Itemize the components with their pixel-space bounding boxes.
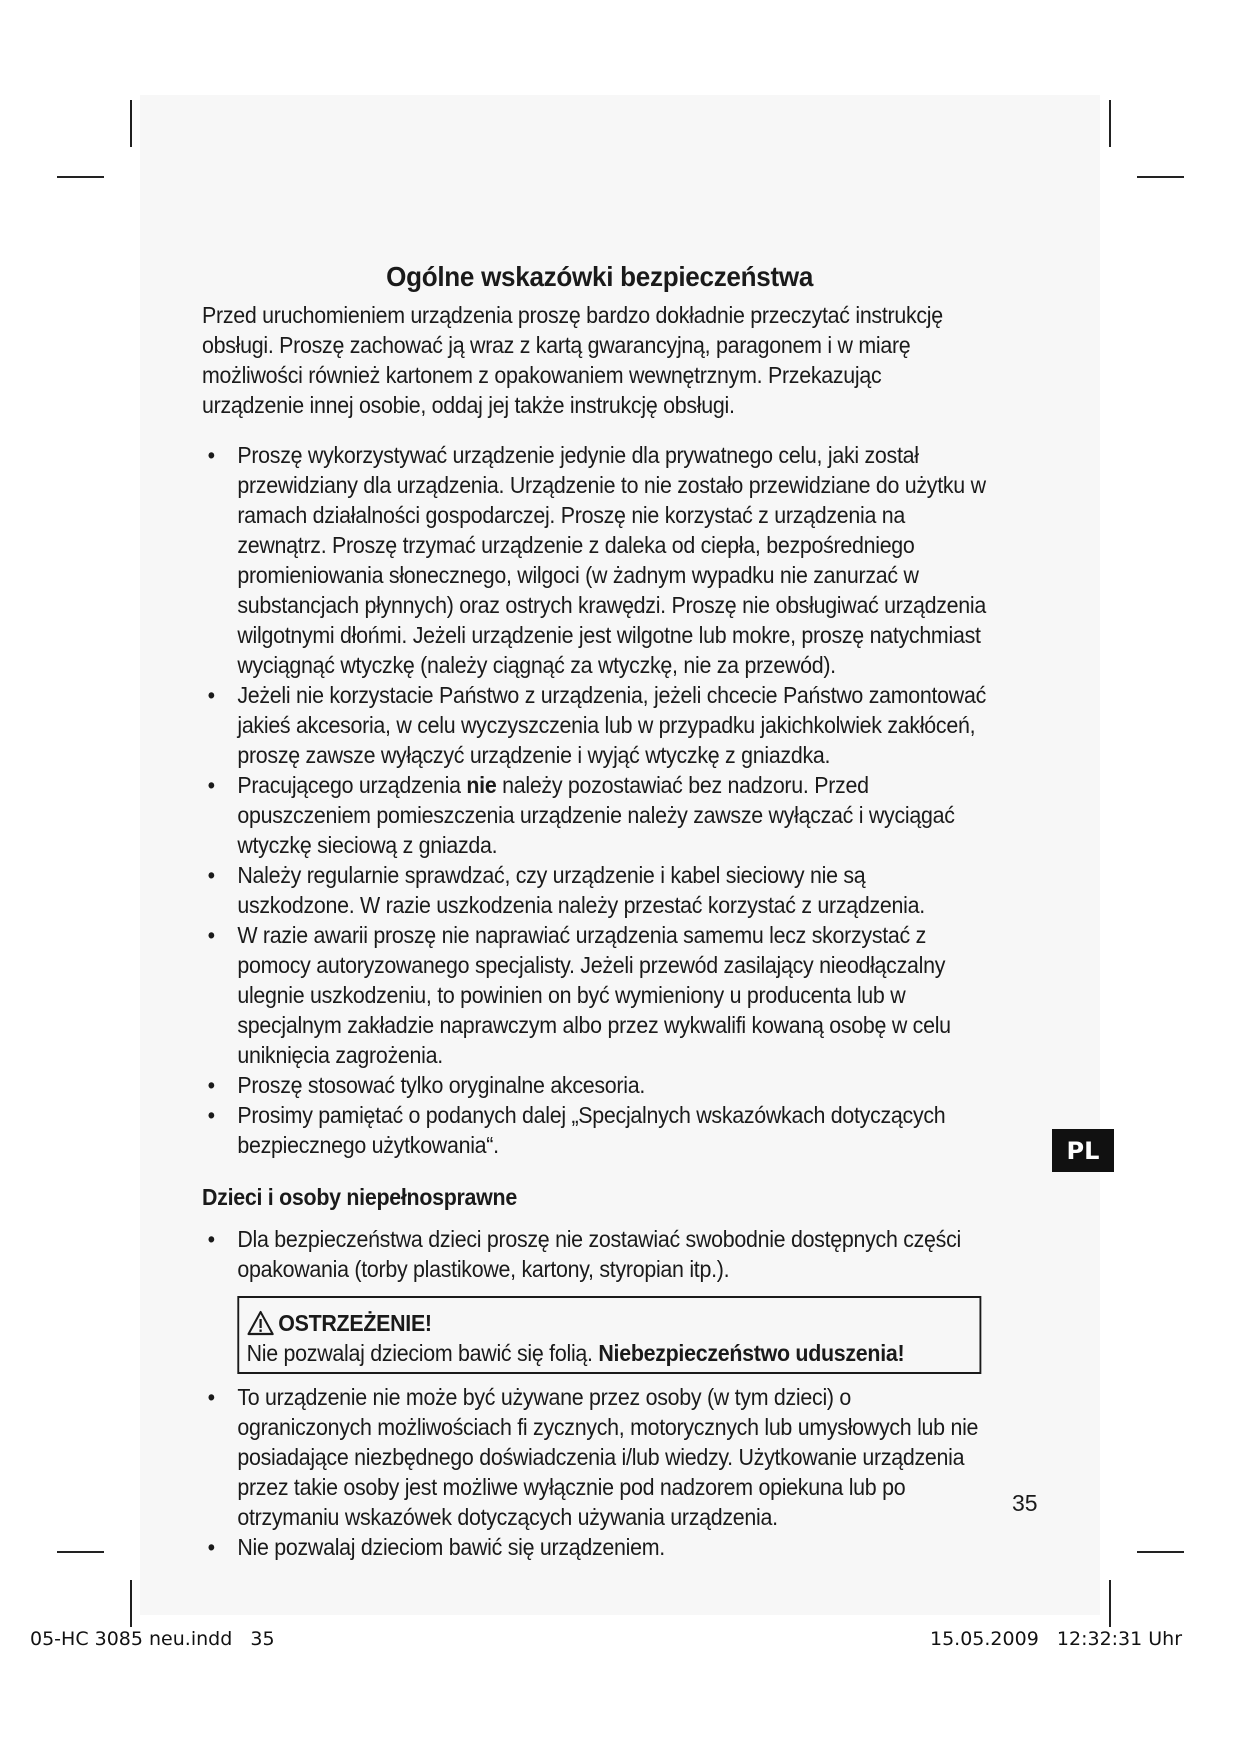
children-safety-list <box>202 1224 988 1284</box>
list-item <box>202 1100 988 1160</box>
bullet-icon: • <box>207 1384 215 1410</box>
warning-text-plain: Nie pozwalaj dzieciom bawić się folią. <box>246 1340 599 1366</box>
crop-mark-top-right-horizontal <box>1137 176 1184 178</box>
crop-mark-bottom-right-vertical <box>1109 1580 1111 1627</box>
list-item <box>202 1224 988 1284</box>
crop-mark-bottom-left-horizontal <box>57 1551 104 1553</box>
list-item-text: To urządzenie nie może być używane przez osoby (w tym dzieci) o ograniczonych możliwościach fi zycznych, motorycznych lub umysłowych lub nie posiadające niezbędnego doświadczenia i/lub wiedzy. Użytkowanie urządzenia przez takie osoby jest możliwe wyłącznie pod nadzorem opiekuna lub po otrzymaniu wskazówek dotyczących używania urządzenia. <box>237 1384 979 1530</box>
list-item-text-end: należy pozostawiać bez nadzoru. Przed opuszczeniem pomieszczenia urządzenie należy zawsze wyłączać i wyciągać wtyczkę sieciową z gniazda. <box>237 772 955 858</box>
crop-mark-top-left-vertical <box>130 100 132 147</box>
bullet-icon: • <box>207 442 215 468</box>
warning-triangle-icon <box>247 1310 275 1336</box>
warning-box <box>237 1296 981 1374</box>
crop-mark-bottom-left-vertical <box>130 1580 132 1627</box>
warning-label: OSTRZEŻENIE! <box>278 1310 432 1336</box>
bullet-icon: • <box>207 772 215 798</box>
list-item-text: Jeżeli nie korzystacie Państwo z urządzenia, jeżeli chcecie Państwo zamontować jakieś akcesoria, w celu wyczyszczenia lub w przypadku jakichkolwiek zakłóceń, proszę zawsze wyłączyć urządzenie i wyjąć wtyczkę z gniazdka. <box>237 682 986 768</box>
bullet-icon: • <box>207 1102 215 1128</box>
list-item-text: Proszę stosować tylko oryginalne akcesoria. <box>237 1072 646 1098</box>
list-item <box>202 920 988 1070</box>
warning-text-bold: Niebezpieczeństwo uduszenia! <box>598 1340 905 1366</box>
page-number: 35 <box>1012 1490 1038 1516</box>
print-slug-right: 15.05.2009 12:32:31 Uhr <box>930 1628 1183 1650</box>
list-item-text: Nie pozwalaj dzieciom bawić się urządzeniem. <box>237 1534 665 1560</box>
warning-text <box>247 1338 971 1368</box>
list-item-text: W razie awarii proszę nie naprawiać urządzenia samemu lecz skorzystać z pomocy autoryzowanego specjalisty. Jeżeli przewód zasilający nieodłączalny ulegnie uszkodzeniu, to powinien on być wymieniony u producenta lub w specjalnym zakładzie naprawczym albo przez wykwalifi kowaną osobę w celu uniknięcia zagrożenia. <box>237 922 951 1068</box>
list-item-text-start: Pracującego urządzenia <box>237 772 467 798</box>
list-item-emphasis: nie <box>466 772 497 798</box>
crop-mark-top-right-vertical <box>1109 100 1111 147</box>
bullet-icon: • <box>207 922 215 948</box>
list-item <box>202 680 988 770</box>
bullet-icon: • <box>207 682 215 708</box>
bullet-icon: • <box>207 1226 215 1252</box>
list-item-text: Prosimy pamiętać o podanych dalej „Specjalnych wskazówkach dotyczących bezpiecznego użytkowania“. <box>237 1102 946 1158</box>
print-slug-left: 05-HC 3085 neu.indd 35 <box>30 1628 275 1650</box>
bullet-icon: • <box>207 1072 215 1098</box>
children-safety-list-continued <box>202 1382 988 1562</box>
list-item <box>202 440 988 680</box>
list-item <box>202 1070 988 1100</box>
list-item <box>202 1382 988 1532</box>
section-heading-children: Dzieci i osoby niepełnosprawne <box>202 1184 517 1210</box>
bullet-icon: • <box>207 1534 215 1560</box>
list-item-text: Dla bezpieczeństwa dzieci proszę nie zostawiać swobodnie dostępnych części opakowania (torby plastikowe, kartony, styropian itp.). <box>237 1226 961 1282</box>
page-content <box>202 262 988 1562</box>
general-safety-list <box>202 440 988 1160</box>
list-item <box>202 770 988 860</box>
warning-header <box>247 1308 971 1338</box>
list-item-text: Proszę wykorzystywać urządzenie jedynie dla prywatnego celu, jaki został przewidziany dla urządzenia. Urządzenie to nie zostało przewidziane do użytku w ramach działalności gospodarczej. Proszę nie korzystać z urządzenia na zewnątrz. Proszę trzymać urządzenie z daleka od ciepła, bezpośredniego promieniowania słonecznego, wilgoci (w żadnym wypadku nie zanurzać w substancjach płynnych) oraz ostrych krawędzi. Proszę nie obsługiwać urządzenia wilgotnymi dłońmi. Jeżeli urządzenie jest wilgotne lub mokre, proszę natychmiast wyciągnąć wtyczkę (należy ciągnąć za wtyczkę, nie za przewód). <box>237 442 987 678</box>
intro-paragraph: Przed uruchomieniem urządzenia proszę bardzo dokładnie przeczytać instrukcję obsługi. Proszę zachować ją wraz z kartą gwarancyjną, paragonem i w miarę możliwości również kartonem z opakowaniem wewnętrznym. Przekazując urządzenie innej osobie, oddaj jej także instrukcję obsługi. <box>202 302 943 418</box>
list-item <box>202 860 988 920</box>
language-tab: PL <box>1052 1129 1114 1172</box>
crop-mark-top-left-horizontal <box>57 176 104 178</box>
crop-mark-bottom-right-horizontal <box>1137 1551 1184 1553</box>
page-title: Ogólne wskazówki bezpieczeństwa <box>386 261 814 292</box>
bullet-icon: • <box>207 862 215 888</box>
list-item <box>202 1532 988 1562</box>
list-item-text: Należy regularnie sprawdzać, czy urządzenie i kabel sieciowy nie są uszkodzone. W razie uszkodzenia należy przestać korzystać z urządzenia. <box>237 862 925 918</box>
